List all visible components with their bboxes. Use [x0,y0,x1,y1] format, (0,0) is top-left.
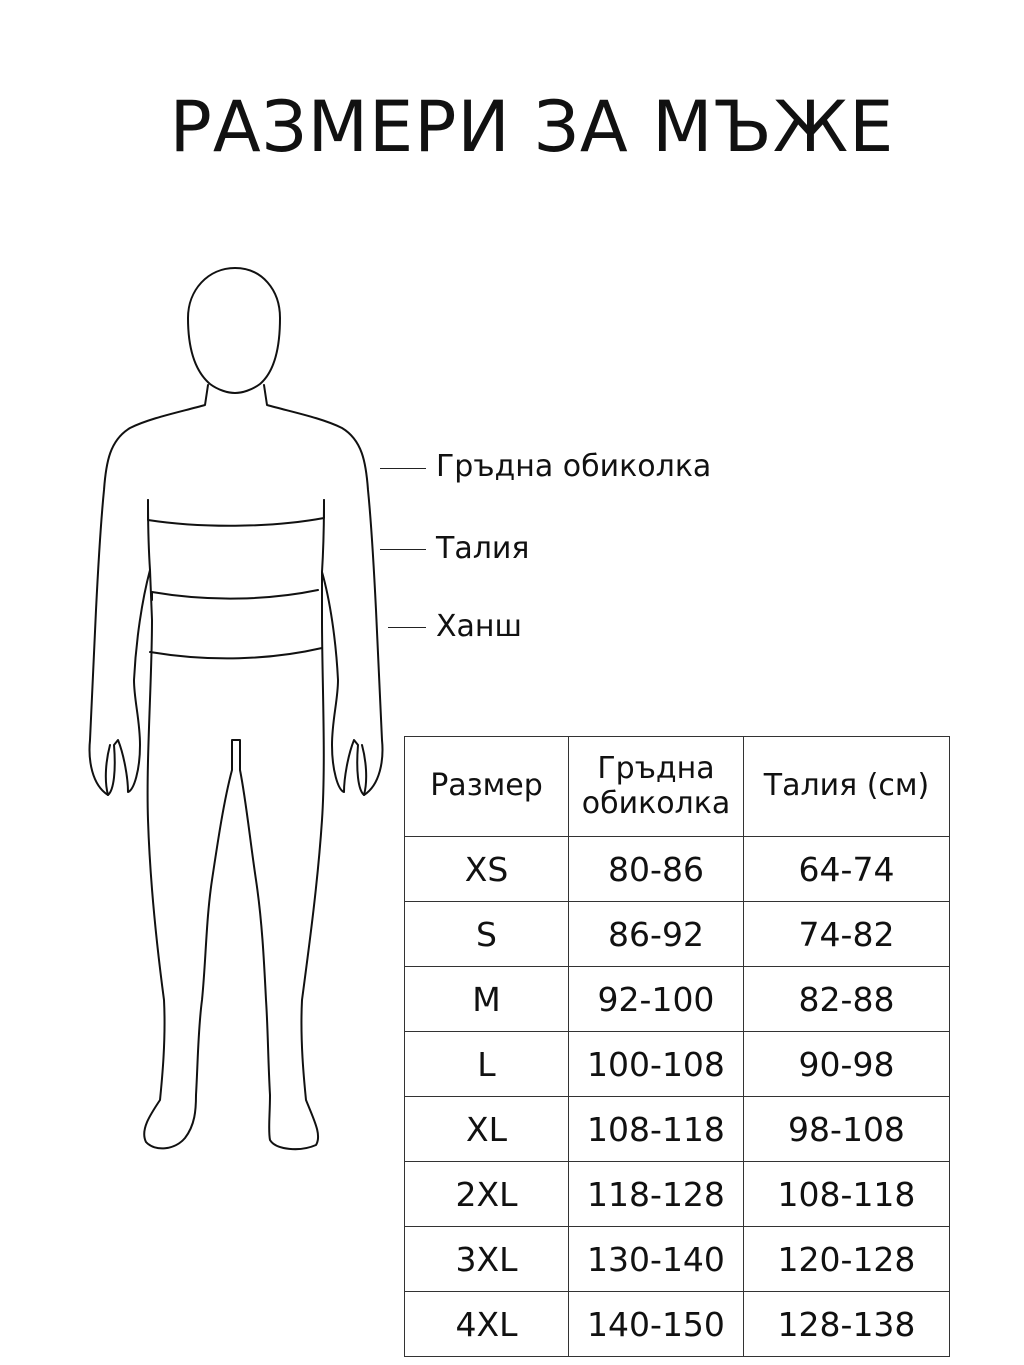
chest-label: Гръдна обиколка [436,449,712,484]
size-table [404,736,950,1357]
cell-chest: 92-100 [569,967,744,1032]
cell-waist: 98-108 [744,1097,950,1162]
cell-waist: 108-118 [744,1162,950,1227]
table-row [405,1032,950,1097]
waist-label: Талия [436,531,530,566]
header-chest-line2: обиколка [581,785,731,821]
table-row [405,967,950,1032]
table-row [405,1227,950,1292]
cell-size: 4XL [405,1292,569,1357]
body-figure-illustration [0,0,400,1180]
header-waist: Талия (см) [744,737,950,837]
cell-size: XS [405,837,569,902]
cell-waist: 82-88 [744,967,950,1032]
cell-chest: 80-86 [569,837,744,902]
header-size: Размер [405,737,569,837]
chest-band [148,500,324,526]
chest-leader-line [380,468,426,469]
cell-chest: 118-128 [569,1162,744,1227]
cell-size: XL [405,1097,569,1162]
hip-leader-line [388,627,426,628]
header-chest-line1: Гръдна [597,751,715,786]
waist-band [152,590,318,599]
cell-waist: 74-82 [744,902,950,967]
waist-leader-line [380,549,426,550]
cell-size: L [405,1032,569,1097]
right-hand-detail [362,745,366,795]
cell-waist: 90-98 [744,1032,950,1097]
table-row [405,902,950,967]
table-row [405,1292,950,1357]
cell-chest: 140-150 [569,1292,744,1357]
cell-chest: 100-108 [569,1032,744,1097]
cell-chest: 108-118 [569,1097,744,1162]
page-title: РАЗМЕРИ ЗА МЪЖЕ [169,86,895,168]
head-outline [188,268,280,393]
table-header-row [405,737,950,837]
cell-chest: 130-140 [569,1227,744,1292]
header-chest [569,737,744,837]
cell-waist: 128-138 [744,1292,950,1357]
left-hand-detail [106,745,110,795]
table-row [405,1097,950,1162]
cell-chest: 86-92 [569,902,744,967]
hip-label: Ханш [436,609,523,644]
table-row [405,837,950,902]
cell-waist: 64-74 [744,837,950,902]
cell-size: M [405,967,569,1032]
cell-size: 3XL [405,1227,569,1292]
table-row [405,1162,950,1227]
cell-size: 2XL [405,1162,569,1227]
hip-band [150,648,322,658]
cell-size: S [405,902,569,967]
cell-waist: 120-128 [744,1227,950,1292]
left-torso-arm-outline [90,385,383,1149]
